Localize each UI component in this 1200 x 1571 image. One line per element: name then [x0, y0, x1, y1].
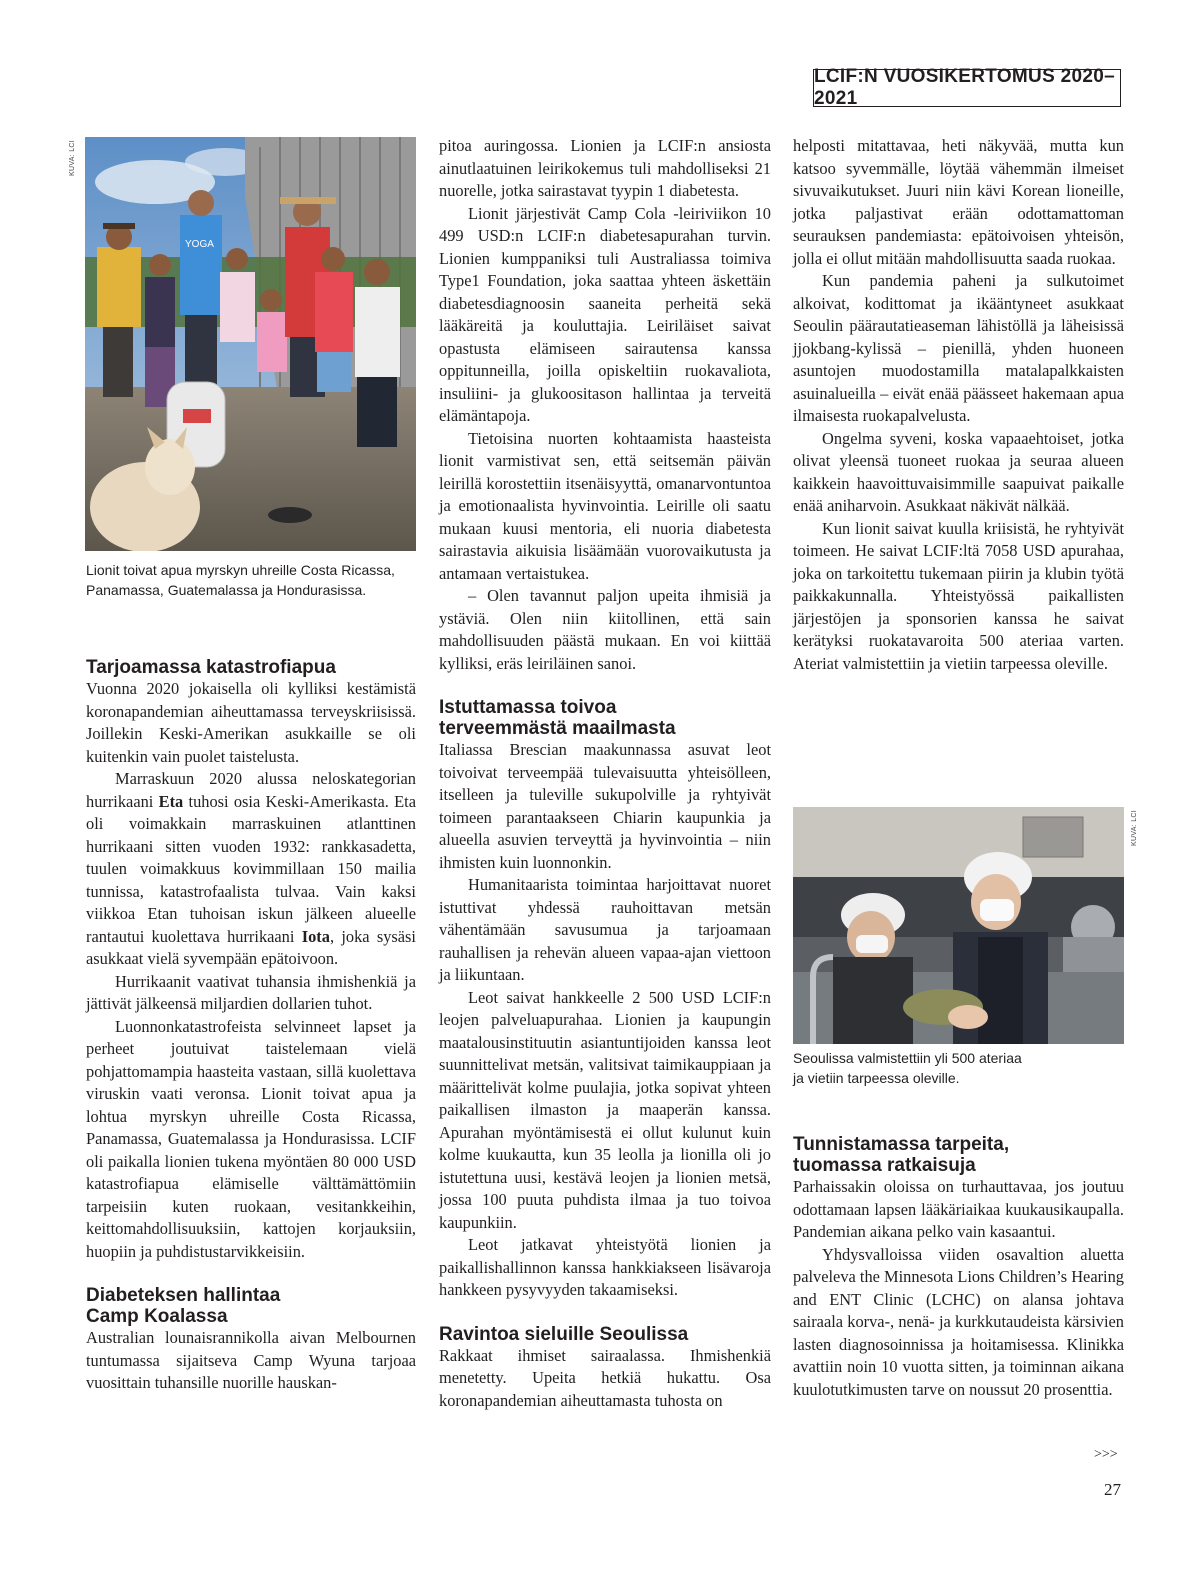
body-paragraph: Australian lounaisrannikolla aivan Melbournen tuntumassa sijaitseva Camp Wyuna tarjoaa vuosittain tuhansille nuorille hauskan- — [86, 1328, 416, 1392]
section-heading-seoul-meals: Ravintoa sieluille Seoulissa — [439, 1323, 689, 1345]
body-paragraph: Leot saivat hankkeelle 2 500 USD LCIF:n leojen palveluapurahaa. Lionien ja kaupungin maatalousinstituutin asiantuntijoiden kanssa leot suunnittelivat metsän, valitsivat taimikauppiaan ja määrittelivät kolme puulajia, jotka sopivat yhteen paikallisen ilmaston ja maaperän kanssa. Apurahan myöntämisestä ei ollut kulunut kuin kolme kuukautta, kun 35 leolla ja lionilla oli jo istutettuna uusi, kestävä leojen ja lionien metsä, jossa 100 puuta puhdista ilmaa ja tuo toivoa kaupunkiin. — [439, 987, 771, 1232]
body-paragraph: Kun lionit saivat kuulla kriisistä, he ryhtyivät toimeen. He saivat LCIF:ltä 7058 USD apurahaa, joka on tarkoitettu tukemaan piirin ja klubin työtä paikkakunnalla. Yhteistyössä paikallisten järjestöjen ja sponsorien kanssa he saivat kerätyksi ruokatavaroita 500 ateriaa varten. Ateriat valmistettiin ja vietiin tarpeessa oleville. — [793, 518, 1124, 673]
kitchen-photo-caption — [793, 1048, 1124, 1088]
publication-title: LCIF:N VUOSIKERTOMUS 2020–2021 — [814, 66, 1115, 109]
kitchen-caption-line1: Seoulissa valmistettiin yli 500 ateriaa — [793, 1050, 1022, 1066]
body-paragraph: – Olen tavannut paljon upeita ihmisiä ja ystäviä. Olen niin kiitollinen, että sain mahdollisuuden päästä mukaan. En voi kiittää kylliksi, eräs leiriläinen sanoi. — [439, 586, 771, 673]
kitchen-caption-line2: ja vietiin tarpeessa oleville. — [793, 1070, 960, 1086]
column-2 — [439, 135, 771, 1412]
body-paragraph: Italiassa Brescian maakunnassa asuvat leot toivoivat terveempää tulevaisuutta yhteisölleen, itselleen ja tuleville sukupolville ja ryhtyivät toimeen parantaakseen Chiarin kaupunkia ja alueella asuvien terveyttä ja hyvinvointia – niin ihmisten kuin luonnonkin. — [439, 740, 771, 872]
relief-photo — [85, 137, 416, 551]
body-paragraph: Ongelma syveni, koska vapaaehtoiset, jotka olivat yleensä tuoneet ruokaa ja seuraa alueen kaikkein haavoittuvaisimmille saapuivat paikalle enää aniharvoin. Asukkaat näkivät nälkää. — [793, 428, 1124, 515]
relief-caption-line1: Lionit toivat apua myrskyn uhreille Costa Ricassa, — [86, 562, 395, 578]
continue-marker: >>> — [1094, 1447, 1118, 1462]
relief-photo-caption — [86, 560, 416, 600]
publication-header — [813, 66, 1121, 109]
hurricane-name-eta: Eta — [158, 791, 184, 811]
body-paragraph: Lionit järjestivät Camp Cola -leiriviikon 10 499 USD:n LCIF:n diabetesapurahan turvin. Lionien kumppaniksi tuli Australiassa toimiva Type1 Foundation, joka saattaa yhteen äskettäin diabetesdiagnoosin saaneita perheitä sekä lääkäreitä ja kouluttajia. Leiriläiset saivat opastusta elämiseen sairautensa kanssa oppitunneilla, joilla opiskeltiin ruokavaliota, insuliini- ja glukoositason hallintaa ja terveitä elämäntapoja. — [439, 203, 771, 425]
section-heading-disaster-relief: Tarjoamassa katastrofiapua — [86, 657, 336, 678]
column-3 — [793, 135, 1124, 675]
body-paragraph: Parhaissakin oloissa on turhauttavaa, jos joutuu odottamaan lapsen lääkäriaikaa kuukausikaupalla. Pandemian aikana pelko vain kasaantui. — [793, 1177, 1124, 1241]
body-paragraph: Humanitaarista toimintaa harjoittavat nuoret istuttivat yhdessä rauhoittavan metsän vähentämään savusumua ja tarjoamaan rauhallisen ja rehevän alueen vapaa-ajan viettoon ja liikuntaan. — [439, 875, 771, 984]
section-heading-diabetes-camp: Diabeteksen hallintaa Camp Koalassa — [86, 1285, 281, 1327]
relief-photo-image — [85, 137, 416, 551]
body-paragraph: Leot jatkavat yhteistyötä lionien ja paikallishallinnon kanssa hankkiakseen lisävaroja hankkeen pysyvyyden takaamiseksi. — [439, 1235, 771, 1299]
body-paragraph: helposti mitattavaa, heti näkyvää, mutta kun katsoo syvemmälle, löytää vähemmän ilmeiset sivuvaikutukset. Juuri niin kävi Korean lioneille, jotka paljastivat erään odottamattoman seurauksen pandemiasta: epätoivoisen yhteisön, jolla ei ollut mitään mahdollisuutta saada ruokaa. — [793, 136, 1124, 268]
body-paragraph: Kun pandemia paheni ja sulkutoimet alkoivat, kodittomat ja ikääntyneet asukkaat Seoulin päärautatieaseman lähistöllä ja läheisissä jjokbang-kylissä – pienillä, yhden huoneen asuntojen muodostamilla matalapalkkaisten asuinalueilla – eivät enää päässeet hakemaan apua ilmaisesta ruokapalvelusta. — [793, 271, 1124, 425]
body-paragraph: Yhdysvalloissa viiden osavaltion aluetta palveleva the Minnesota Lions Children’s Hearing and ENT Clinic (LCHC) on alansa johtava sairaala korva-, nenä- ja kurkkutaudeista kärsivien lasten diagnosoinnissa ja hoitamisessa. Klinikka avattiin noin 10 vuotta sitten, ja toiminnan aikana kuulotutkimusten tarve on noussut 20 prosenttia. — [793, 1244, 1124, 1399]
page-number: 27 — [1104, 1480, 1121, 1499]
body-paragraph: pitoa auringossa. Lionien ja LCIF:n ansiosta ainutlaatuinen leirikokemus tuli mahdolliseksi 21 nuorelle, jotka sairastavat tyypin 1 diabetesta. — [439, 136, 771, 200]
column-3-lower — [793, 1134, 1124, 1401]
relief-photo-credit: KUVA: LCI — [69, 139, 76, 176]
column-1 — [86, 657, 416, 1395]
kitchen-photo — [793, 807, 1124, 1044]
body-paragraph: Rakkaat ihmiset sairaalassa. Ihmishenkiä menetetty. Upeita hetkiä hukattu. Osa koronapandemian aiheuttamasta tuhosta on — [439, 1345, 771, 1410]
body-paragraph: Vuonna 2020 jokaisella oli kylliksi kestämistä koronapandemian aiheuttamassa terveyskriisissä. Joillekin Keski-Amerikan asukkaille se oli kuitenkin vain puolet taistelusta. — [86, 679, 416, 766]
body-paragraph: Marraskuun 2020 alussa neloskategorian hurrikaani Eta tuhosi osia Keski-Amerikasta. Eta oli voimakkain marraskuinen atlanttinen hurrikaani sitten vuoden 1932: rankkasadetta, tuulen voimakkuus kovimmillaan 150 mailia tunnissa, katastrofaalista tulvaa. Vain kaksi viikkoa Etan tuhoisan iskun jälkeen alueelle rantautui kuolettava hurrikaani Iota, joka sysäsi asukkaat vielä syvempään epätoivoon. — [86, 769, 416, 968]
relief-caption-line2: Panamassa, Guatemalassa ja Hondurasissa. — [86, 582, 367, 598]
hurricane-name-iota: Iota — [301, 926, 330, 946]
body-paragraph: Tietoisina nuorten kohtaamista haasteista lionit varmistivat sen, että seitsemän päivän leirillä korostettiin itsenäisyyttä, omanarvontuntoa ja emotionaalista hyvinvointia. Leirille oli saatu mukaan kuusi mentoria, eli nuoria diabetesta sairastavia aikuisia lisäämään vuorovaikutusta ja antamaan vertaistukea. — [439, 428, 771, 583]
section-heading-tree-planting: Istuttamassa toivoa terveemmästä maailmasta — [439, 697, 676, 739]
body-paragraph: Luonnonkatastrofeista selvinneet lapset ja perheet joutuivat taistelemaan vielä pohjattomampia haasteita vastaan, sillä kuolettava viruskin vaati veronsa. Lionit toivat apua ja lohtua myrskyn uhreille Costa Ricassa, Panamassa, Guatemalassa ja Hondurasissa. LCIF oli paikalla lionien tukena myöntäen 80 000 USD katastrofiapua elämiselle välttämättömiin tarpeisiin kuten ruokaan, vesitankkeihin, keittomahdollisuuksiin, kattojen korjauksiin, huopiin ja puhdistustarvikkeisiin. — [86, 1016, 416, 1261]
kitchen-photo-image — [793, 807, 1124, 1044]
body-paragraph: Hurrikaanit vaativat tuhansia ihmishenkiä ja jättivät jälkeensä miljardien dollarien tuhot. — [86, 971, 416, 1013]
section-heading-identifying-needs: Tunnistamassa tarpeita, tuomassa ratkaisuja — [793, 1134, 1010, 1176]
kitchen-photo-credit: KUVA: LCI — [1131, 809, 1138, 846]
shirt-text: YOGA — [185, 239, 214, 250]
